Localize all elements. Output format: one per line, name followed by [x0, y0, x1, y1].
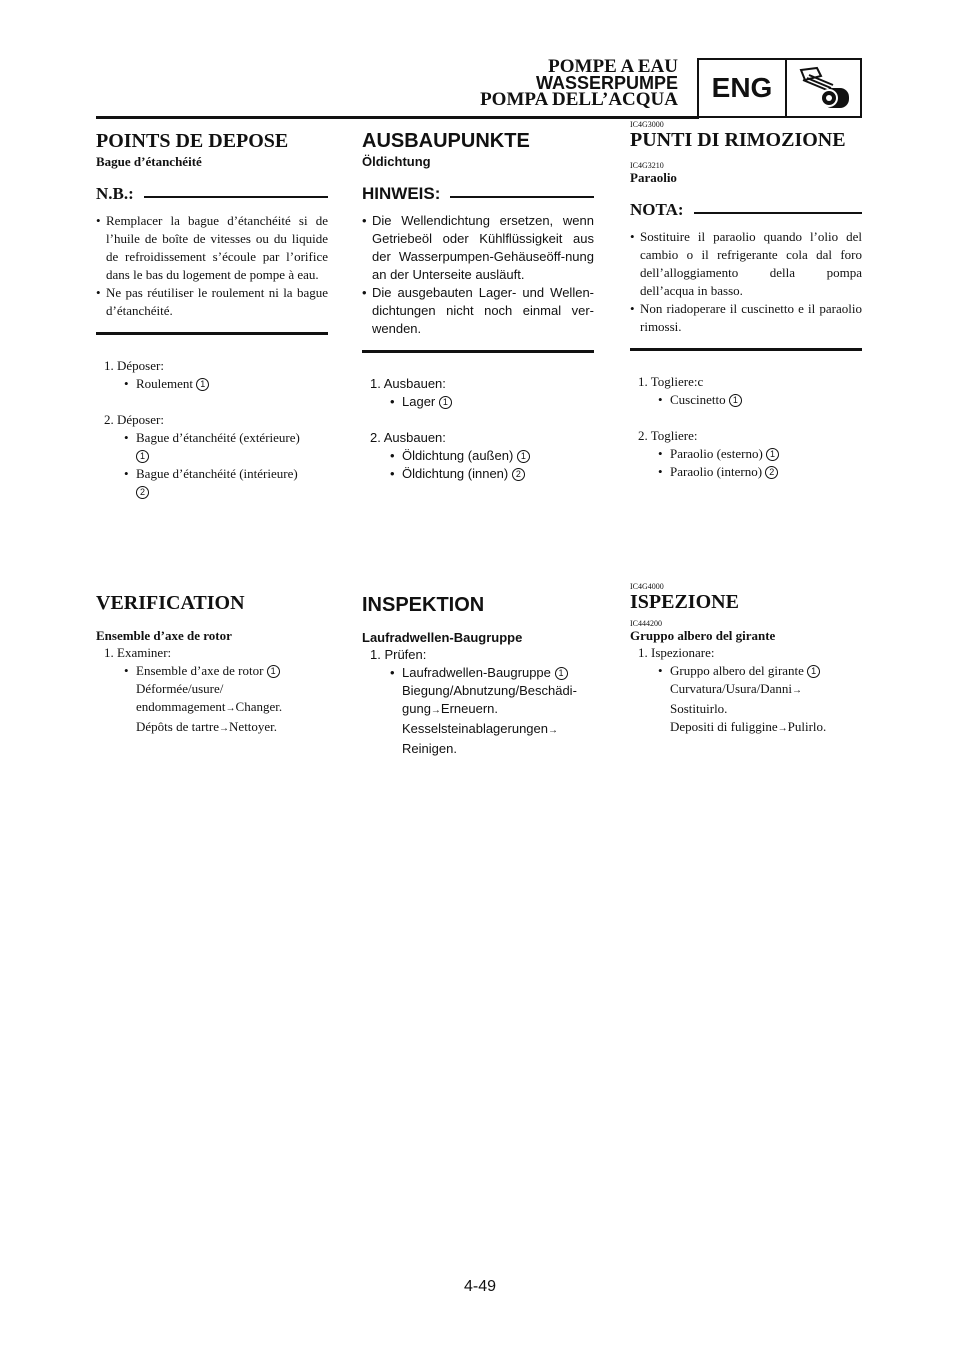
callout-1: 1 — [555, 667, 568, 680]
step-item: • Lager 1 — [390, 393, 594, 411]
step-item: • Öldichtung (innen) 2 — [390, 465, 594, 483]
section-subtitle: Laufradwellen-Baugruppe — [362, 630, 523, 645]
step: 2. Togliere: — [638, 428, 698, 443]
detail-line: Dépôts de tartre→Nettoyer. — [136, 719, 278, 734]
arrow-icon: → — [792, 685, 803, 696]
header-title-de: WASSERPUMPE — [535, 73, 678, 93]
note-rule — [694, 212, 862, 214]
note-item: • Ne pas réutiliser le roulement ni la bague d’étanchéité. — [96, 284, 328, 320]
note-list — [362, 212, 594, 338]
arrow-icon: → — [430, 705, 441, 716]
step: 1. Ausbauen: — [370, 376, 446, 391]
detail-line: endommagement→Changer. — [136, 699, 283, 714]
detail-line: Depositi di fuliggine→Pulirlo. — [670, 719, 827, 734]
reference-code: IC4G4000 — [630, 582, 664, 591]
note-end-rule — [362, 350, 594, 353]
note-list — [96, 212, 328, 320]
reference-code: IC444200 — [630, 619, 662, 628]
arrow-icon: → — [225, 703, 236, 714]
step: 2. Déposer: — [104, 412, 164, 427]
step-item: • Ensemble d’axe de rotor 1 — [124, 662, 328, 680]
column-german — [362, 130, 594, 483]
detail-line: Sostituirlo. — [670, 701, 728, 716]
step-item: • Laufradwellen-Baugruppe 1 — [390, 664, 594, 682]
callout-1: 1 — [517, 450, 530, 463]
step-item: • Paraolio (esterno) 1 — [658, 445, 862, 463]
callout-2: 2 — [765, 466, 778, 479]
column-french — [96, 130, 328, 501]
note-item: • Die Wellendichtung ersetzen, wenn Getriebeöl oder Kühlflüssigkeit aus der Wasserpumpen-Gehäuseöff-nung an der Unterseite ausläuft. — [362, 212, 594, 284]
removal-steps — [362, 375, 594, 483]
note-rule — [450, 196, 594, 198]
step-item: • Gruppo albero del girante 1 — [658, 662, 862, 680]
section-subtitle: Öldichtung — [362, 154, 431, 169]
step: 1. Prüfen: — [370, 647, 427, 662]
step: 2. Ausbauen: — [370, 430, 446, 445]
section-title: AUSBAUPUNKTE — [362, 130, 530, 152]
note-rule — [144, 196, 328, 198]
step: 1. Ispezionare: — [638, 645, 715, 660]
section-title: POINTS DE DEPOSE — [96, 130, 289, 152]
callout-1: 1 — [729, 394, 742, 407]
detail-line: Reinigen. — [402, 741, 457, 756]
note-label: N.B.: — [96, 184, 134, 203]
column-french-inspection — [96, 592, 328, 738]
column-german-inspection — [362, 594, 594, 758]
callout-1: 1 — [196, 378, 209, 391]
detail-line: Biegung/Abnutzung/Beschädi- — [402, 683, 577, 698]
section-title: INSPEKTION — [362, 594, 485, 616]
note-item: • Remplacer la bague d’étanchéité si de l’huile de boîte de vitesses ou du liquide de refroidissement s’écoule par l’orifice dans le bas du logement de pompe à eau. — [96, 212, 328, 284]
step-item: • Bague d’étanchéité (extérieure) 1 — [124, 429, 328, 465]
reference-code: IC4G3210 — [630, 161, 664, 170]
note-label: HINWEIS: — [362, 184, 441, 203]
column-italian-inspection — [630, 582, 862, 738]
note-item: • Die ausgebauten Lager- und Wellen-dichtungen nicht noch einmal ver-wenden. — [362, 284, 594, 338]
detail-line: Déformée/usure/ — [136, 681, 224, 696]
section-subtitle: Bague d’étanchéité — [96, 154, 202, 169]
callout-2: 2 — [136, 486, 149, 499]
note-end-rule — [630, 348, 862, 351]
step: 1. Togliere:c — [638, 374, 704, 389]
callout-1: 1 — [766, 448, 779, 461]
step: 1. Examiner: — [104, 645, 172, 660]
note-item: • Non riadoperare il cuscinetto e il paraolio rimossi. — [630, 300, 862, 336]
step-item: • Cuscinetto 1 — [658, 391, 862, 409]
section-subtitle: Gruppo albero del girante — [630, 628, 776, 643]
note-header — [96, 184, 328, 204]
section-subtitle: Ensemble d’axe de rotor — [96, 628, 232, 643]
detail-line: Curvatura/Usura/Danni→ — [670, 681, 803, 696]
detail-line: gung→Erneuern. — [402, 701, 499, 716]
removal-steps — [96, 357, 328, 501]
step-item: • Öldichtung (außen) 1 — [390, 447, 594, 465]
step-item: • Roulement 1 — [124, 375, 328, 393]
note-header — [630, 200, 862, 220]
section-title: ISPEZIONE — [630, 591, 739, 613]
note-list — [630, 228, 862, 336]
arrow-icon: → — [777, 723, 788, 734]
section-title: PUNTI DI RIMOZIONE — [630, 129, 846, 151]
note-end-rule — [96, 332, 328, 335]
note-item: • Sostituire il paraolio quando l’olio del cambio o il refrigerante cola dal foro dell’alloggiamento della pompa dell’acqua in basso. — [630, 228, 862, 300]
header-title-it: POMPA DELL’ACQUA — [480, 89, 678, 110]
callout-1: 1 — [439, 396, 452, 409]
step-item: • Paraolio (interno) 2 — [658, 463, 862, 481]
page-number: 4-49 — [463, 1278, 497, 1295]
header-title-fr: POMPE A EAU — [548, 56, 678, 77]
callout-1: 1 — [136, 450, 149, 463]
section-subtitle: Paraolio — [630, 170, 677, 185]
note-label: NOTA: — [630, 200, 684, 219]
column-italian — [630, 120, 862, 481]
engine-icon — [787, 60, 860, 116]
callout-1: 1 — [267, 665, 280, 678]
callout-2: 2 — [512, 468, 525, 481]
detail-line: Kesselsteinablagerungen→ — [402, 721, 558, 736]
callout-1: 1 — [807, 665, 820, 678]
eng-badge — [697, 58, 862, 118]
step: 1. Déposer: — [104, 358, 164, 373]
step-item: • Bague d’étanchéité (intérieure) 2 — [124, 465, 328, 501]
note-header — [362, 184, 594, 204]
removal-steps — [630, 373, 862, 481]
eng-badge-label: ENG — [699, 60, 787, 116]
reference-code: IC4G3000 — [630, 120, 664, 129]
arrow-icon: → — [548, 725, 558, 736]
header-rule — [96, 116, 699, 119]
arrow-icon: → — [219, 723, 230, 734]
section-title: VERIFICATION — [96, 592, 245, 614]
